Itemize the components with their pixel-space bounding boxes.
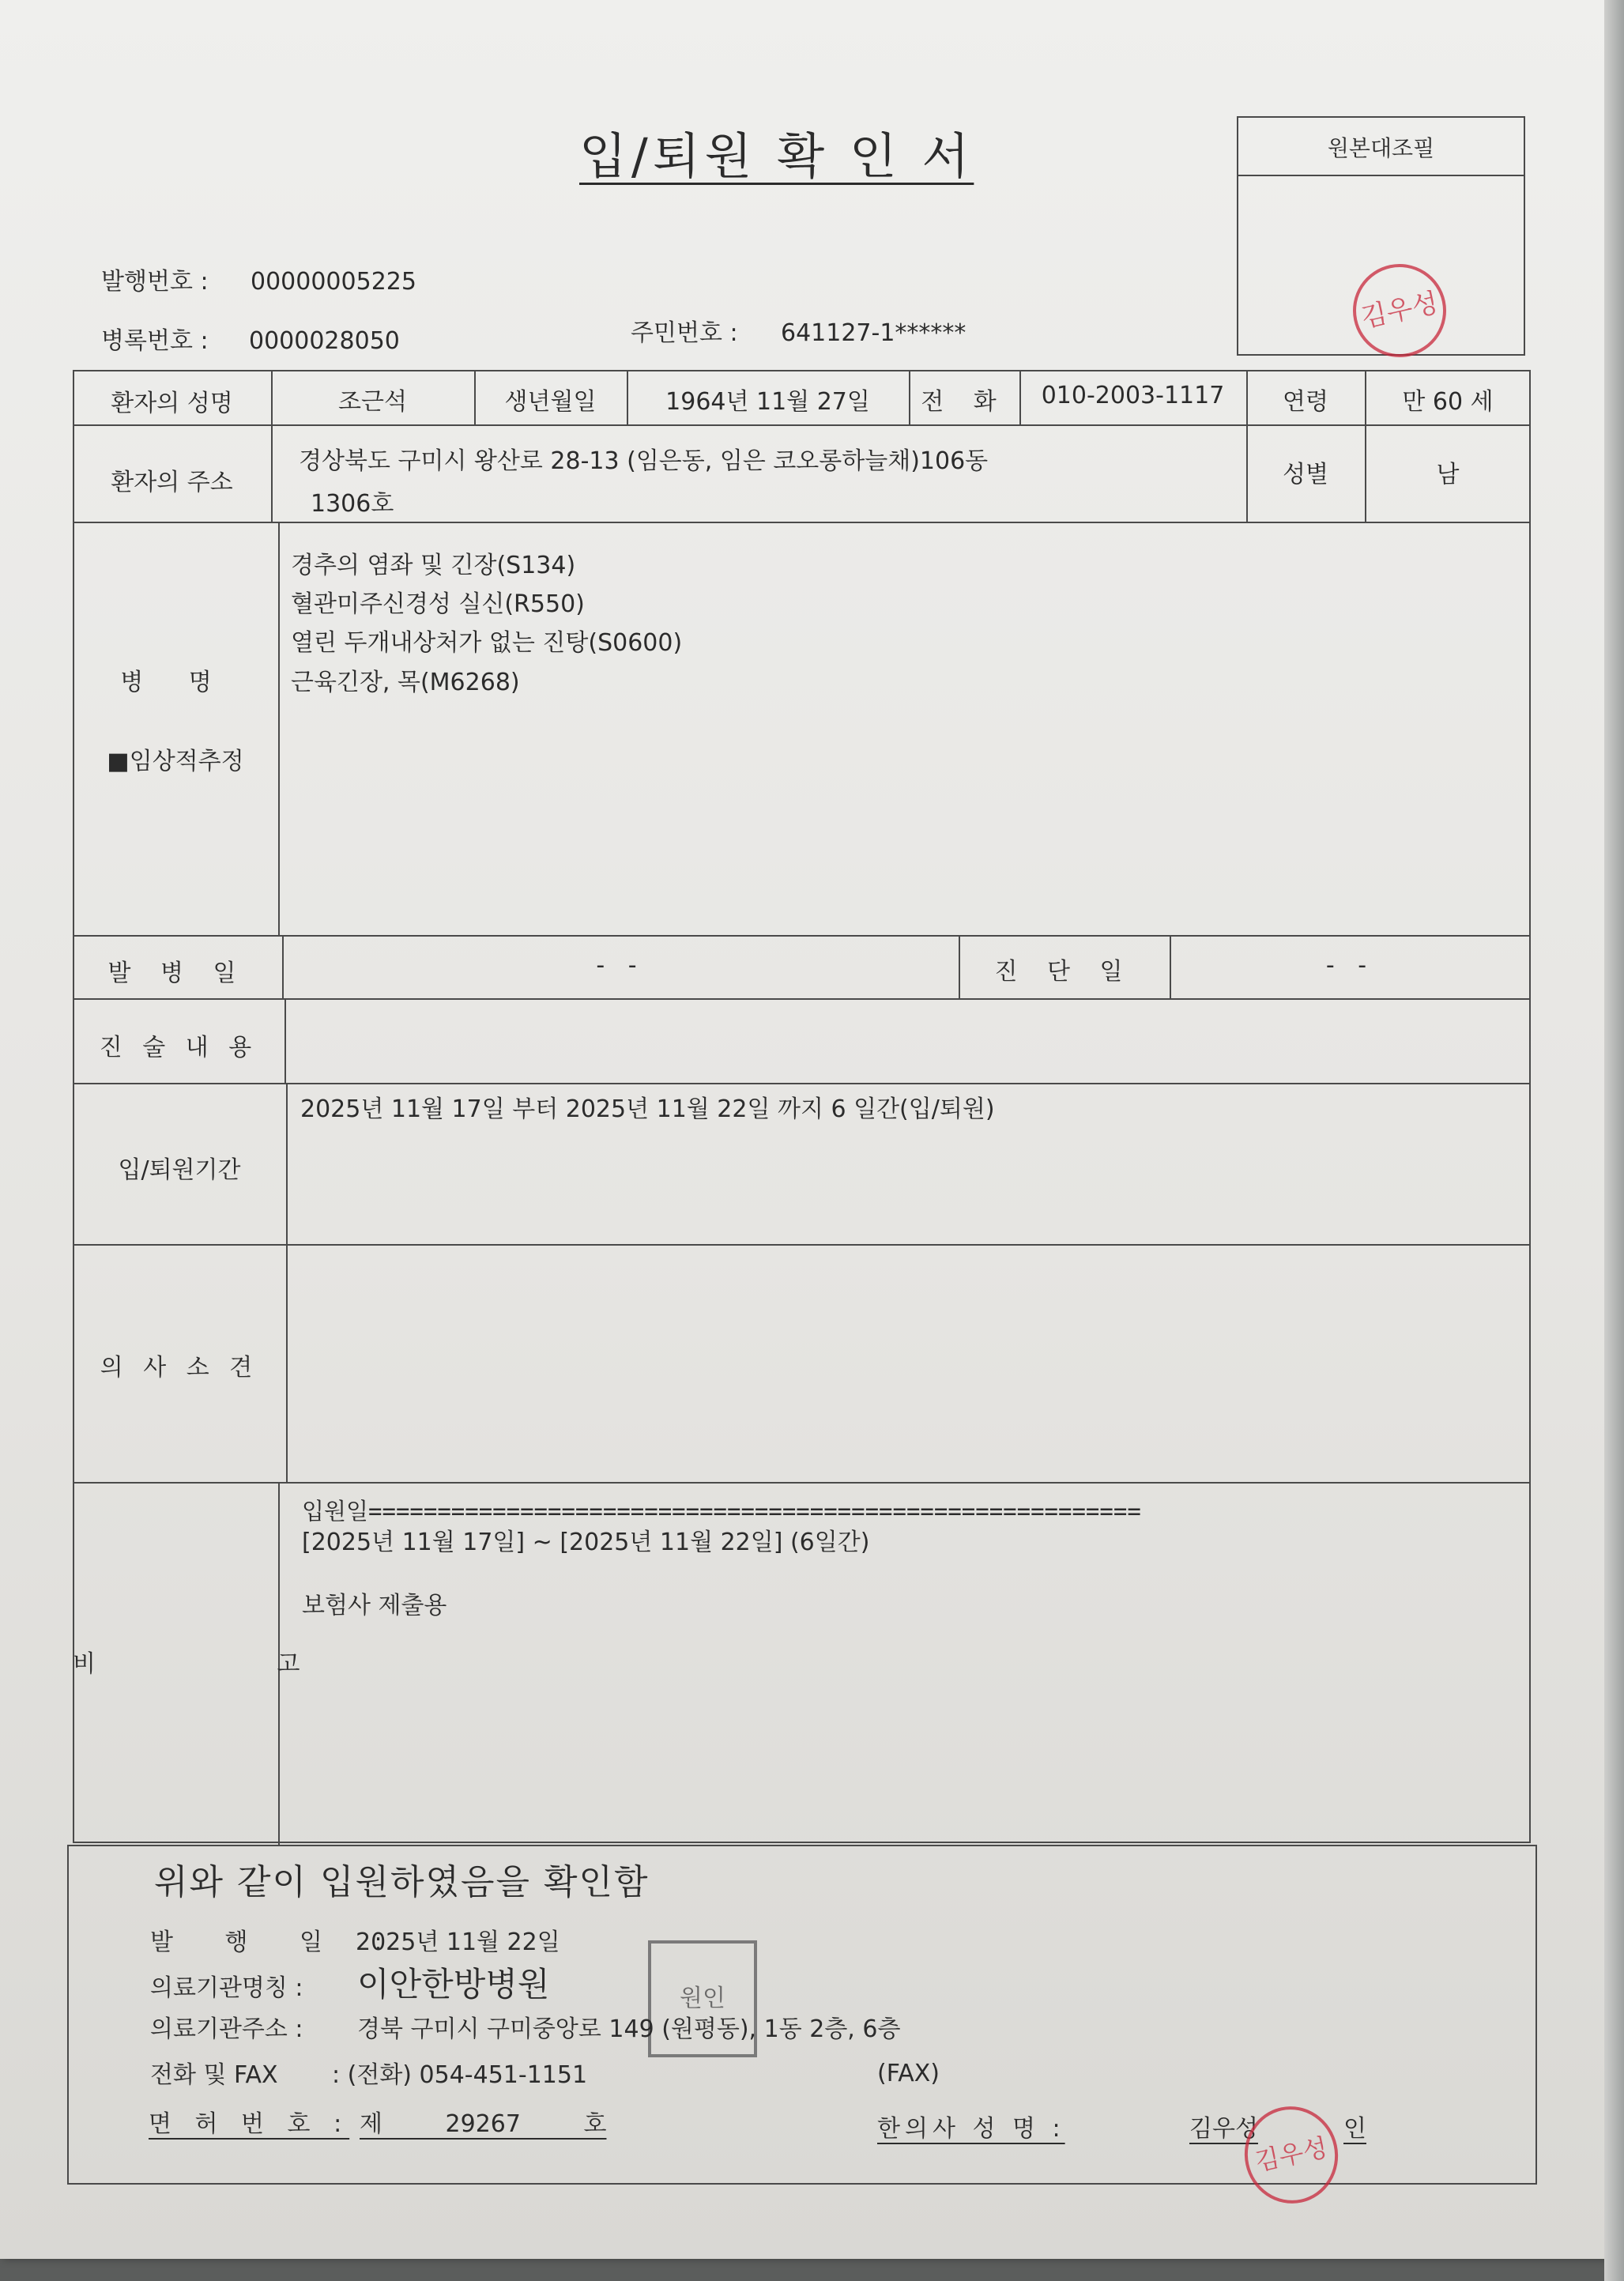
- paper-edge: [1604, 0, 1624, 2281]
- stamp-text: 김우성: [1358, 287, 1441, 334]
- issue-date: 2025년 11월 22일: [356, 1928, 560, 1956]
- clinical-estimate-label: ■임상적추정: [107, 748, 244, 775]
- doctor-label: 한의사 성 명 :: [877, 2115, 1065, 2143]
- patient-age: 만 60 세: [1402, 388, 1494, 416]
- license-number: 제 29267 호: [360, 2110, 607, 2138]
- patient-name-label: 환자의 성명: [111, 390, 233, 417]
- diagnosis-label: 병 명: [120, 669, 231, 696]
- patient-phone: 010-2003-1117: [1041, 382, 1225, 409]
- institution-address-label: 의료기관주소 :: [150, 2015, 303, 2043]
- patient-sex: 남: [1436, 461, 1460, 488]
- opinion-label: 의 사 소 견: [100, 1354, 259, 1382]
- address-line-2: 1306호: [311, 490, 394, 518]
- remarks-line-1: 입원일========================================================: [302, 1498, 1141, 1525]
- birth-label: 생년월일: [504, 388, 597, 416]
- remarks-line-2: [2025년 11월 17일] ~ [2025년 11월 22일] (6일간): [302, 1529, 870, 1556]
- confirm-statement: 위와 같이 입원하였음을 확인함: [154, 1862, 650, 1902]
- phone-label: 전 화: [921, 388, 1008, 416]
- address-line-1: 경상북도 구미시 왕산로 28-13 (임은동, 임은 코오롱하늘채)106동: [299, 447, 989, 475]
- document-title: 입/퇴원 확 인 서: [579, 127, 974, 185]
- remarks-label: 비 고: [73, 1650, 387, 1678]
- patient-name: 조근석: [338, 388, 407, 416]
- institution-phone: : (전화) 054-451-1151: [332, 2061, 588, 2089]
- phone-fax-label: 전화 및 FAX: [150, 2061, 278, 2089]
- institution-fax: (FAX): [877, 2060, 940, 2087]
- hospital-seal-text: 원인: [680, 1985, 725, 2012]
- stamp-text-bottom: 김우성: [1252, 2132, 1331, 2177]
- institution-address: 경북 구미시 구미중앙로 149 (원평동), 1동 2층, 6층: [357, 2015, 901, 2043]
- issue-no: 00000005225: [251, 268, 416, 296]
- record-no: 0000028050: [249, 327, 400, 355]
- issue-no-label: 발행번호 :: [101, 268, 209, 296]
- resident-no-label: 주민번호 :: [631, 319, 738, 347]
- issue-date-label: 발 행 일 :: [150, 1928, 405, 1956]
- seal-word: 인: [1343, 2115, 1366, 2143]
- period-label: 입/퇴원기간: [118, 1156, 241, 1184]
- sex-label: 성별: [1283, 461, 1328, 488]
- onset-label: 발 병 일: [107, 960, 247, 987]
- birth-date: 1964년 11월 27일: [665, 388, 870, 416]
- institution-label: 의료기관명칭 :: [150, 1974, 303, 2002]
- address-label: 환자의 주소: [111, 469, 233, 496]
- age-label: 연령: [1283, 388, 1328, 416]
- diagnosis-item-4: 근육긴장, 목(M6268): [291, 669, 520, 696]
- period-value: 2025년 11월 17일 부터 2025년 11월 22일 까지 6 일간(입/퇴원): [300, 1095, 995, 1123]
- original-check-label: 원본대조필: [1327, 135, 1435, 161]
- record-no-label: 병록번호 :: [101, 327, 209, 355]
- diagnosis-date-label: 진 단 일: [994, 958, 1134, 986]
- doctor-stamp-top: [1344, 255, 1455, 366]
- statement-label: 진 술 내 용: [99, 1034, 258, 1061]
- doctor-name: 김우성: [1189, 2115, 1258, 2143]
- diagnosis-item-2: 혈관미주신경성 실신(R550): [291, 590, 585, 618]
- original-check-box: [1237, 116, 1525, 356]
- diagnosis-item-1: 경추의 염좌 및 긴장(S134): [291, 552, 576, 579]
- diagnosis-item-3: 열린 두개내상처가 없는 진탕(S0600): [291, 629, 683, 657]
- diagnosis-date-value: - -: [1325, 952, 1375, 979]
- resident-no: 641127-1******: [781, 319, 966, 347]
- institution-name: 이안한방병원: [357, 1965, 550, 2004]
- license-label: 면 허 번 호 :: [149, 2110, 350, 2138]
- onset-value: - -: [596, 952, 645, 979]
- remarks-line-3: 보험사 제출용: [302, 1592, 447, 1619]
